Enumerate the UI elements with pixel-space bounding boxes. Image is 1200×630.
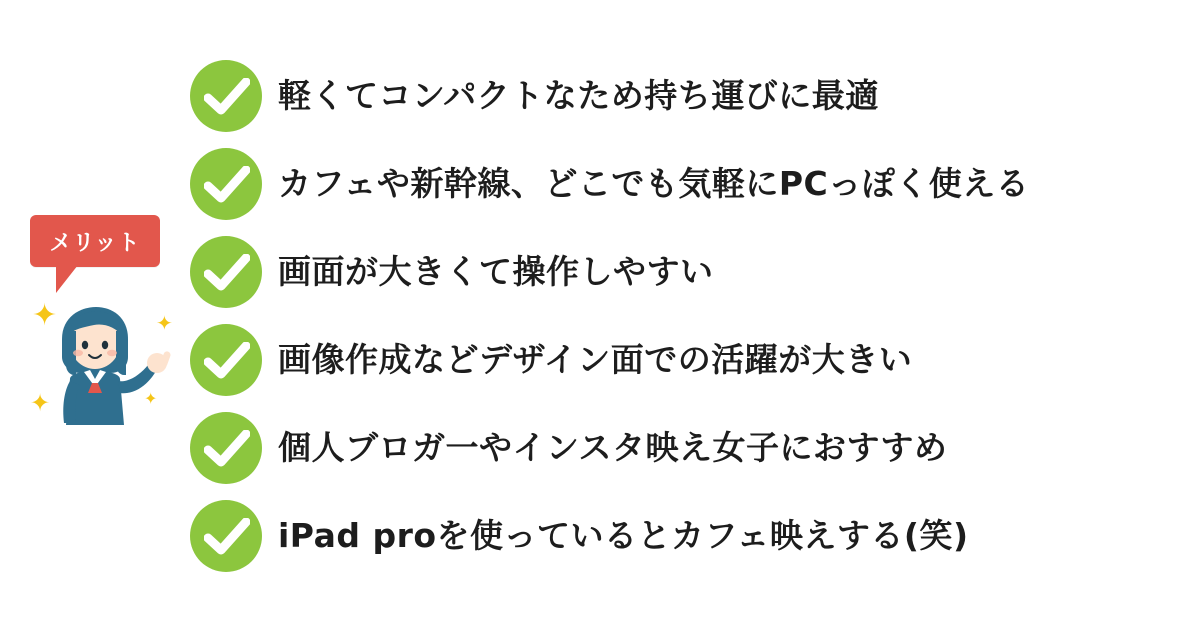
- sparkle-icon: ✦: [30, 389, 51, 417]
- merit-checklist: [190, 52, 1180, 580]
- list-item-label: 画面が大きくて操作しやすい: [278, 252, 714, 292]
- check-circle-icon: [190, 500, 262, 572]
- character-illustration: [24, 295, 184, 435]
- list-item: [190, 140, 1180, 228]
- sparkle-icon: ✦: [32, 298, 58, 333]
- list-item-label: iPad proを使っているとカフェ映えする(笑): [278, 516, 969, 556]
- check-circle-icon: [190, 148, 262, 220]
- check-circle-icon: [190, 324, 262, 396]
- list-item: [190, 492, 1180, 580]
- list-item-label: 画像作成などデザイン面での活躍が大きい: [278, 340, 913, 380]
- check-circle-icon: [190, 60, 262, 132]
- merit-badge-group: [30, 215, 180, 267]
- list-item: [190, 228, 1180, 316]
- sparkle-icon: ✦: [144, 389, 158, 408]
- badge-label: メリット: [49, 230, 141, 256]
- list-item: [190, 52, 1180, 140]
- list-item: [190, 404, 1180, 492]
- list-item: [190, 316, 1180, 404]
- sparkle-icon: ✦: [156, 311, 173, 335]
- badge-tail-shape: [56, 265, 78, 293]
- check-circle-icon: [190, 412, 262, 484]
- check-circle-icon: [190, 236, 262, 308]
- status-badge: [30, 215, 160, 267]
- list-item-label: カフェや新幹線、どこでも気軽にPCっぽく使える: [278, 164, 1030, 204]
- list-item-label: 個人ブロガ一やインスタ映え女子におすすめ: [278, 428, 948, 468]
- list-item-label: 軽くてコンパクトなため持ち運びに最適: [278, 76, 879, 116]
